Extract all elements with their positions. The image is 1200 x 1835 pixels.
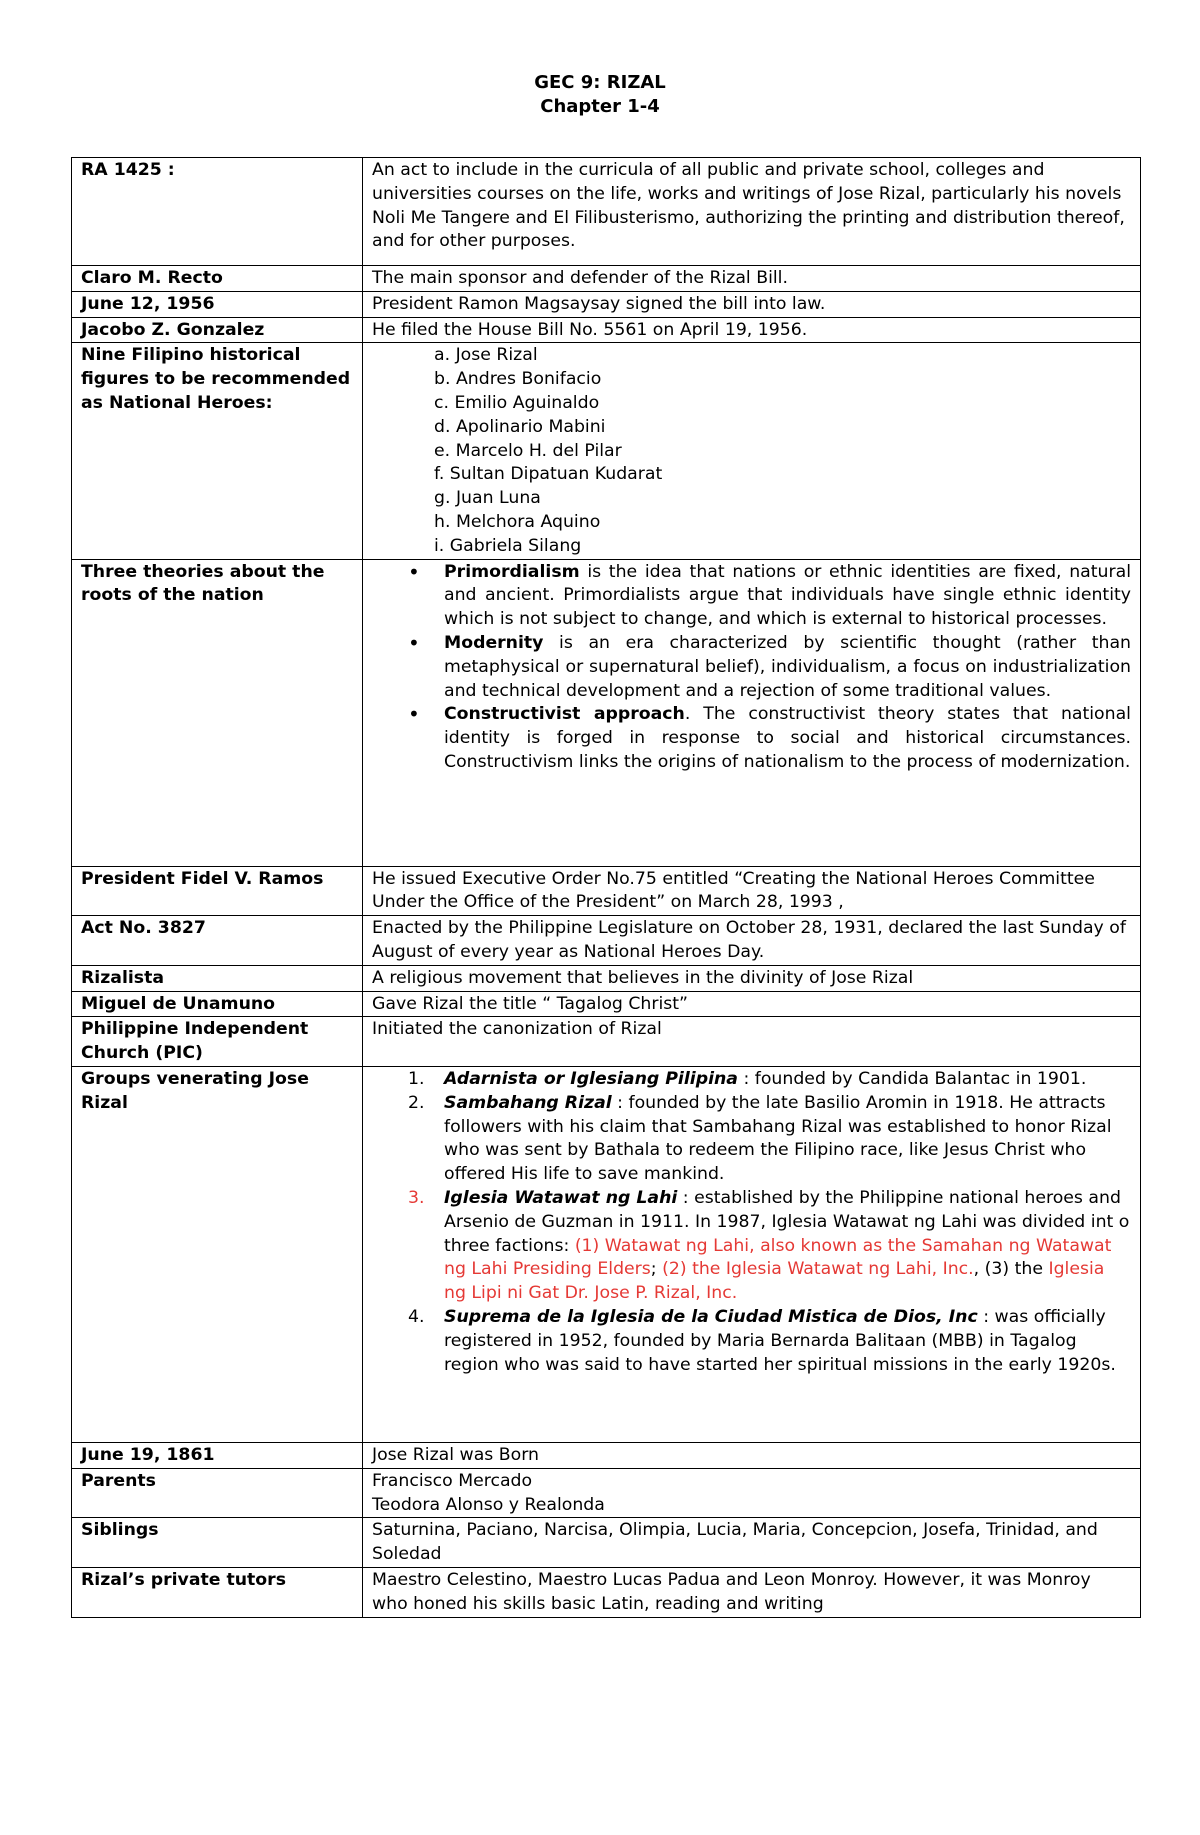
theories-list xyxy=(372,561,1131,775)
theory-name: Modernity xyxy=(444,632,544,653)
list-item: i. Gabriela Silang xyxy=(434,535,582,556)
definition-cell: Enacted by the Philippine Legislature on October 28, 1931, declared the last Sunday of August of every year as National Heroes Day. xyxy=(363,916,1141,966)
table-row xyxy=(72,916,1141,966)
definition-cell: A religious movement that believes in the divinity of Jose Rizal xyxy=(363,965,1141,991)
definition-cell: Gave Rizal the title “ Tagalog Christ” xyxy=(363,991,1141,1017)
heroes-list xyxy=(372,344,1131,558)
list-item: g. Juan Luna xyxy=(434,488,541,509)
group-name: Suprema de la Iglesia de la Ciudad Mistica de Dios, Inc xyxy=(444,1306,978,1327)
table-row xyxy=(72,291,1141,317)
term-cell: Miguel de Unamuno xyxy=(72,991,363,1017)
item-number: 3. xyxy=(408,1187,425,1208)
group-name: Adarnista or Iglesiang Pilipina xyxy=(444,1068,738,1089)
term-cell: June 19, 1861 xyxy=(72,1442,363,1468)
definition-cell xyxy=(363,1066,1141,1442)
list-item: e. Marcelo H. del Pilar xyxy=(434,440,622,461)
group-text: : established by the Philippine national heroes and Arsenio de Guzman in 1911. In 1987, Iglesia Watawat ng Lahi was divided int o three factions: xyxy=(444,1187,1130,1256)
list-item xyxy=(444,703,1131,774)
list-item xyxy=(408,1092,1131,1187)
groups-list xyxy=(372,1068,1131,1377)
term-cell: Nine Filipino historical figures to be recommended as National Heroes: xyxy=(72,343,363,559)
table-row xyxy=(72,866,1141,916)
table-row xyxy=(72,991,1141,1017)
table-row xyxy=(72,1518,1141,1568)
term-cell: RA 1425 : xyxy=(72,158,363,266)
item-number: 2. xyxy=(408,1092,425,1113)
term-cell: President Fidel V. Ramos xyxy=(72,866,363,916)
term-cell: Rizal’s private tutors xyxy=(72,1567,363,1617)
separator: ; xyxy=(650,1259,663,1280)
term-cell: Act No. 3827 xyxy=(72,916,363,966)
definition-cell: The main sponsor and defender of the Rizal Bill. xyxy=(363,266,1141,292)
faction-3: Iglesia ng Lipi ni Gat Dr. Jose P. Rizal, Inc. xyxy=(444,1259,1105,1304)
item-number: 4. xyxy=(408,1306,425,1327)
separator: . xyxy=(684,704,704,725)
document-subtitle: Chapter 1-4 xyxy=(540,96,660,117)
term-cell: Rizalista xyxy=(72,965,363,991)
faction-2: (2) the Iglesia Watawat ng Lahi, Inc. xyxy=(662,1259,974,1280)
term-cell: Philippine Independent Church (PIC) xyxy=(72,1017,363,1067)
definition-cell xyxy=(363,343,1141,559)
definition-cell: Initiated the canonization of Rizal xyxy=(363,1017,1141,1067)
group-text: : was officially registered in 1952, founded by Maria Bernarda Balitaan (MBB) in Tagalog region who was said to have started her spiritual missions in the early 1920s. xyxy=(444,1306,1116,1375)
table-row xyxy=(72,343,1141,559)
parent-line: Francisco Mercado xyxy=(372,1470,533,1491)
table-row xyxy=(72,317,1141,343)
term-cell: Jacobo Z. Gonzalez xyxy=(72,317,363,343)
definition-cell: An act to include in the curricula of all public and private school, colleges and universities courses on the life, works and writings of Jose Rizal, particularly his novels Noli Me Tangere and El Filibusterismo, authorizing the printing and distribution thereof, and for other purposes. xyxy=(363,158,1141,266)
term-cell: June 12, 1956 xyxy=(72,291,363,317)
theory-text: The constructivist theory states that national identity is forged in response to social and historical circumstances. Constructivism links the origins of nationalism to the process of modernization. xyxy=(444,704,1131,772)
definition-cell xyxy=(363,1468,1141,1518)
definition-cell: Maestro Celestino, Maestro Lucas Padua and Leon Monroy. However, it was Monroy who honed his skills basic Latin, reading and writing xyxy=(363,1567,1141,1617)
definition-cell xyxy=(363,559,1141,866)
parent-line: Teodora Alonso y Realonda xyxy=(372,1494,605,1515)
definition-cell: He issued Executive Order No.75 entitled “Creating the National Heroes Committee Under the Office of the President” on March 28, 1993 , xyxy=(363,866,1141,916)
faction-1: (1) Watawat ng Lahi, also known as the Samahan ng Watawat ng Lahi Presiding Elders xyxy=(444,1235,1112,1280)
theory-name: Primordialism xyxy=(444,561,580,582)
list-item xyxy=(408,1306,1131,1377)
table-row xyxy=(72,158,1141,266)
definition-cell: President Ramon Magsaysay signed the bill into law. xyxy=(363,291,1141,317)
list-item: c. Emilio Aguinaldo xyxy=(434,392,600,413)
document-title: GEC 9: RIZAL xyxy=(534,72,666,93)
list-item: b. Andres Bonifacio xyxy=(434,369,602,390)
list-item xyxy=(444,632,1131,703)
separator xyxy=(543,633,559,653)
list-item xyxy=(408,1068,1131,1092)
table-row xyxy=(72,1442,1141,1468)
definition-cell: Jose Rizal was Born xyxy=(363,1442,1141,1468)
table-row xyxy=(72,1468,1141,1518)
term-cell: Parents xyxy=(72,1468,363,1518)
definition-cell: Saturnina, Paciano, Narcisa, Olimpia, Lucia, Maria, Concepcion, Josefa, Trinidad, and Soledad xyxy=(363,1518,1141,1568)
group-text: : founded by the late Basilio Aromin in 1918. He attracts followers with his claim that Sambahang Rizal was established to honor Rizal who was sent by Bathala to redeem the Filipino race, like Jesus Christ who offered His life to save mankind. xyxy=(444,1092,1112,1185)
list-item xyxy=(408,1187,1131,1306)
term-cell: Three theories about the roots of the nation xyxy=(72,559,363,866)
terms-table xyxy=(71,157,1141,1618)
theory-text: is the idea that nations or ethnic identities are fixed, natural and ancient. Primordialists argue that individuals have single ethnic identity which is not subject to change, and which is external to historical processes. xyxy=(444,561,1131,630)
theory-text: is an era characterized by scientific thought (rather than metaphysical or supernatural belief), individualism, a focus on industrialization and technical development and a rejection of some traditional values. xyxy=(444,632,1131,701)
list-item: d. Apolinario Mabini xyxy=(434,416,606,437)
table-row xyxy=(72,559,1141,866)
term-cell: Siblings xyxy=(72,1518,363,1568)
group-text: : founded by Candida Balantac in 1901. xyxy=(737,1068,1087,1089)
group-name: Iglesia Watawat ng Lahi xyxy=(444,1187,678,1208)
group-name: Sambahang Rizal xyxy=(444,1092,612,1113)
separator: , (3) the xyxy=(973,1259,1049,1280)
theory-name: Constructivist approach xyxy=(444,704,685,725)
term-cell: Claro M. Recto xyxy=(72,266,363,292)
list-item: h. Melchora Aquino xyxy=(434,511,601,532)
item-number: 1. xyxy=(408,1068,425,1089)
list-item: f. Sultan Dipatuan Kudarat xyxy=(434,464,663,485)
table-row xyxy=(72,1066,1141,1442)
list-item: a. Jose Rizal xyxy=(434,345,538,366)
list-item xyxy=(444,561,1131,632)
table-row xyxy=(72,1017,1141,1067)
definition-cell: He filed the House Bill No. 5561 on April 19, 1956. xyxy=(363,317,1141,343)
table-row xyxy=(72,965,1141,991)
table-row xyxy=(72,266,1141,292)
term-cell: Groups venerating Jose Rizal xyxy=(72,1066,363,1442)
table-row xyxy=(72,1567,1141,1617)
